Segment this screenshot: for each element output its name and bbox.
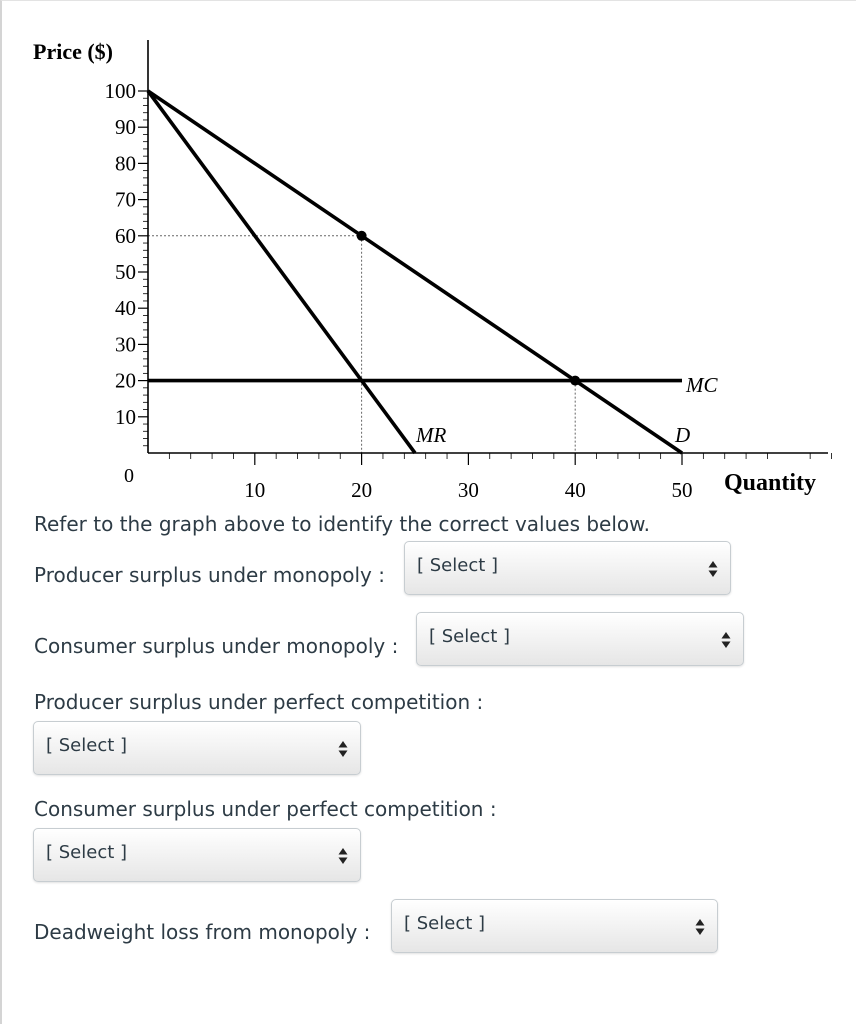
deadweight-loss-label: Deadweight loss from monopoly : xyxy=(34,920,371,944)
deadweight-loss-select[interactable] xyxy=(391,899,718,953)
d-curve xyxy=(148,91,682,453)
up-down-arrow-icon xyxy=(721,631,731,649)
producer-surplus-monopoly-label: Producer surplus under monopoly : xyxy=(34,563,385,587)
x-tick-label: 10 xyxy=(244,478,266,502)
x-tick-label: 20 xyxy=(351,478,373,502)
y-tick-label: 100 xyxy=(104,79,136,103)
mc-label: MC xyxy=(686,373,718,397)
x-tick-label: 40 xyxy=(564,478,586,502)
producer-surplus-monopoly-select[interactable] xyxy=(404,541,731,595)
select-value: [ Select ] xyxy=(404,913,486,934)
up-down-arrow-icon xyxy=(708,560,718,578)
y-tick-label: 30 xyxy=(115,332,136,357)
x-tick-label: 50 xyxy=(671,478,693,502)
guide-lines xyxy=(148,236,575,453)
y-tick-label: 50 xyxy=(115,260,136,284)
consumer-surplus-monopoly-label: Consumer surplus under monopoly : xyxy=(34,634,399,658)
major-ticks xyxy=(138,91,682,465)
select-value: [ Select ] xyxy=(46,842,128,863)
select-value: [ Select ] xyxy=(429,626,511,647)
producer-surplus-competition-select[interactable] xyxy=(33,721,361,775)
select-value: [ Select ] xyxy=(417,555,499,576)
equilibrium-point xyxy=(357,231,367,241)
x-tick-labels xyxy=(244,478,692,502)
monopoly-graph xyxy=(0,0,858,510)
y-axis-title: Price ($) xyxy=(33,39,113,64)
up-down-arrow-icon xyxy=(338,847,348,865)
y-tick-label: 60 xyxy=(115,223,136,248)
mr-label: MR xyxy=(416,423,447,447)
x-axis-title: Quantity xyxy=(724,470,817,496)
y-tick-label: 70 xyxy=(115,187,136,212)
consumer-surplus-competition-label: Consumer surplus under perfect competition : xyxy=(34,797,497,821)
consumer-surplus-monopoly-select[interactable] xyxy=(416,612,744,666)
y-tick-label: 40 xyxy=(115,296,136,321)
x-tick-label: 30 xyxy=(457,478,479,502)
y-tick-labels xyxy=(105,79,137,429)
instructions-text: Refer to the graph above to identify the correct values below. xyxy=(34,512,651,536)
y-tick-label: 10 xyxy=(115,404,136,429)
equilibrium-point xyxy=(570,376,580,386)
consumer-surplus-competition-select[interactable] xyxy=(33,828,361,882)
d-label: D xyxy=(675,423,691,447)
y-tick-label: 80 xyxy=(115,151,136,176)
up-down-arrow-icon xyxy=(338,740,348,758)
origin-label: 0 xyxy=(124,465,134,487)
y-tick-label: 90 xyxy=(115,115,136,140)
select-value: [ Select ] xyxy=(46,735,128,756)
y-tick-label: 20 xyxy=(115,368,136,393)
up-down-arrow-icon xyxy=(695,918,705,936)
producer-surplus-competition-label: Producer surplus under perfect competition : xyxy=(34,690,484,714)
curves xyxy=(148,91,682,453)
minor-ticks xyxy=(143,98,832,459)
mr-curve xyxy=(148,91,415,453)
